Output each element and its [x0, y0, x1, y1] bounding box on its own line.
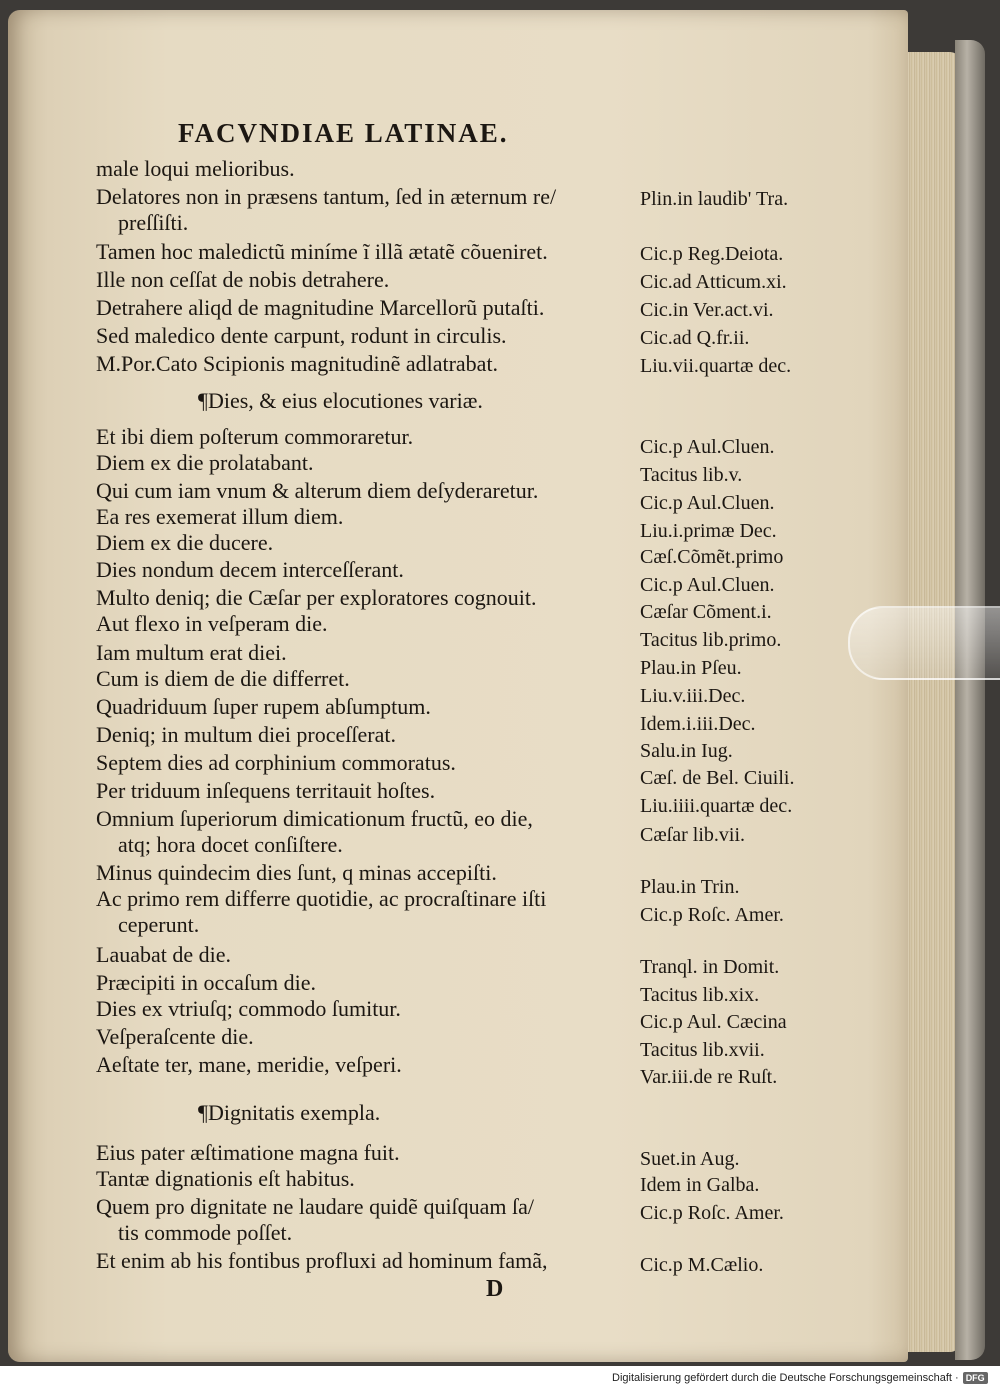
- text-line: Ea res exemerat illum diem.: [96, 504, 344, 529]
- text-line: tis commode poſſet.: [118, 1220, 293, 1245]
- text-line: Iam multum erat diei.: [96, 640, 287, 665]
- citation: Var.iii.de re Ruſt.: [640, 1066, 778, 1088]
- citation: Cic.ad Q.fr.ii.: [640, 327, 750, 349]
- text-line: Veſperaſcente die.: [96, 1024, 254, 1049]
- citation: Idem in Galba.: [640, 1174, 760, 1196]
- citation: Plau.in Trin.: [640, 876, 740, 898]
- text-line: M.Por.Cato Scipionis magnitudinẽ adlatrabat.: [96, 351, 499, 376]
- citation: Cic.p Reg.Deiota.: [640, 243, 784, 265]
- citation: Cæſ. de Bel. Ciuili.: [640, 767, 795, 789]
- text-line: Detrahere aliqd de magnitudine Marcellorũ putaſti.: [96, 295, 545, 320]
- text-line: atq; hora docet conſiſtere.: [118, 832, 343, 857]
- book-page: [8, 10, 908, 1362]
- text-line: Eius pater æſtimatione magna fuit.: [96, 1140, 400, 1165]
- text-line: Multo deniq; die Cæſar per exploratores cognouit.: [96, 585, 537, 610]
- citation: Tacitus lib.v.: [640, 464, 743, 486]
- funding-footer: [612, 1372, 988, 1384]
- text-line: Quem pro dignitate ne laudare quidẽ quiſquam ſa/: [96, 1194, 535, 1219]
- text-line: Diem ex die ducere.: [96, 530, 274, 555]
- section-title: Dies, & eius elocutiones variæ.: [207, 388, 483, 413]
- citation: Cic.ad Atticum.xi.: [640, 271, 787, 293]
- citation: Cic.p M.Cælio.: [640, 1254, 764, 1276]
- citation: Cæſar lib.vii.: [640, 824, 745, 846]
- text-line: Et enim ab his fontibus profluxi ad hominum famã,: [96, 1248, 548, 1273]
- citation: Cæſ.Cõmẽt.primo: [640, 546, 784, 568]
- citation: Cic.in Ver.act.vi.: [640, 299, 774, 321]
- citation: Tranql. in Domit.: [640, 956, 780, 978]
- signature-mark: D: [486, 1276, 504, 1302]
- text-line: Delatores non in præsens tantum, ſed in æternum re/: [96, 184, 557, 209]
- citation: Cic.p Roſc. Amer.: [640, 1202, 784, 1224]
- running-head: FACVNDIAE LATINAE.: [178, 118, 509, 148]
- page-text: [8, 10, 908, 1362]
- text-line: Cum is diem de die differret.: [96, 666, 350, 691]
- citation: Idem.i.iii.Dec.: [640, 713, 756, 735]
- text-line: Tantæ dignationis eſt habitus.: [96, 1166, 355, 1191]
- text-line: Per triduum inſequens territauit hoſtes.: [96, 778, 436, 803]
- citation: Cæſar Cõment.i.: [640, 601, 772, 623]
- text-line: Aeſtate ter, mane, meridie, veſperi.: [96, 1052, 402, 1077]
- section-title: Dignitatis exempla.: [207, 1100, 381, 1125]
- text-line: Diem ex die prolatabant.: [96, 450, 314, 475]
- citation: Salu.in Iug.: [640, 740, 733, 762]
- citation: Liu.i.primæ Dec.: [640, 520, 777, 542]
- page-clip: [848, 606, 1000, 680]
- text-line: Et ibi diem poſterum commoraretur.: [96, 424, 414, 449]
- section-heading: ¶Dies, & eius elocutiones variæ.: [198, 388, 483, 413]
- text-line: Præcipiti in occaſum die.: [96, 970, 316, 995]
- footer-text: Digitalisierung gefördert durch die Deutsche Forschungsgemeinschaft ·: [612, 1372, 959, 1384]
- text-line: Deniq; in multum diei proceſſerat.: [96, 722, 396, 747]
- book-cover: [955, 40, 985, 1360]
- citation: Plau.in Pſeu.: [640, 657, 742, 679]
- citation: Liu.vii.quartæ dec.: [640, 355, 792, 377]
- text-line: Lauabat de die.: [96, 942, 231, 967]
- text-line: Ille non ceſſat de nobis detrahere.: [96, 267, 390, 292]
- text-line: Omnium ſuperiorum dimicationum fructũ, eo die,: [96, 806, 533, 831]
- citation: Tacitus lib.xix.: [640, 984, 760, 1006]
- citation: Cic.p Aul.Cluen.: [640, 574, 775, 596]
- text-line: Qui cum iam vnum & alterum diem deſyderaretur.: [96, 478, 539, 503]
- citation: Cic.p Aul. Cæcina: [640, 1011, 787, 1033]
- text-line: Aut flexo in veſperam die.: [96, 611, 328, 636]
- citation: Plin.in laudib' Tra.: [640, 188, 789, 210]
- section-heading: ¶Dignitatis exempla.: [198, 1100, 381, 1125]
- text-line: Tamen hoc maledictũ miníme ĩ illã ætatẽ cõueniret.: [96, 239, 548, 264]
- citation: Cic.p Aul.Cluen.: [640, 436, 775, 458]
- text-line: male loqui melioribus.: [96, 156, 295, 181]
- text-line: Sed maledico dente carpunt, rodunt in circulis.: [96, 323, 507, 348]
- citation: Tacitus lib.xvii.: [640, 1039, 765, 1061]
- text-line: ceperunt.: [118, 912, 200, 937]
- text-line: Dies nondum decem interceſſerant.: [96, 557, 404, 582]
- text-line: Septem dies ad corphinium commoratus.: [96, 750, 456, 775]
- text-line: Dies ex vtriuſq; commodo ſumitur.: [96, 996, 401, 1021]
- citation: Liu.iiii.quartæ dec.: [640, 795, 793, 817]
- text-line: Quadriduum ſuper rupem abſumptum.: [96, 694, 431, 719]
- text-line: Ac primo rem differre quotidie, ac procraſtinare iſti: [96, 886, 547, 911]
- text-line: preſſiſti.: [118, 210, 189, 235]
- dfg-logo-icon: DFG: [963, 1372, 988, 1384]
- text-line: Minus quindecim dies ſunt, q minas accepiſti.: [96, 860, 497, 885]
- citation: Liu.v.iii.Dec.: [640, 685, 746, 707]
- citation: Cic.p Aul.Cluen.: [640, 492, 775, 514]
- citation: Cic.p Roſc. Amer.: [640, 904, 784, 926]
- citation: Suet.in Aug.: [640, 1148, 740, 1170]
- citation: Tacitus lib.primo.: [640, 629, 782, 651]
